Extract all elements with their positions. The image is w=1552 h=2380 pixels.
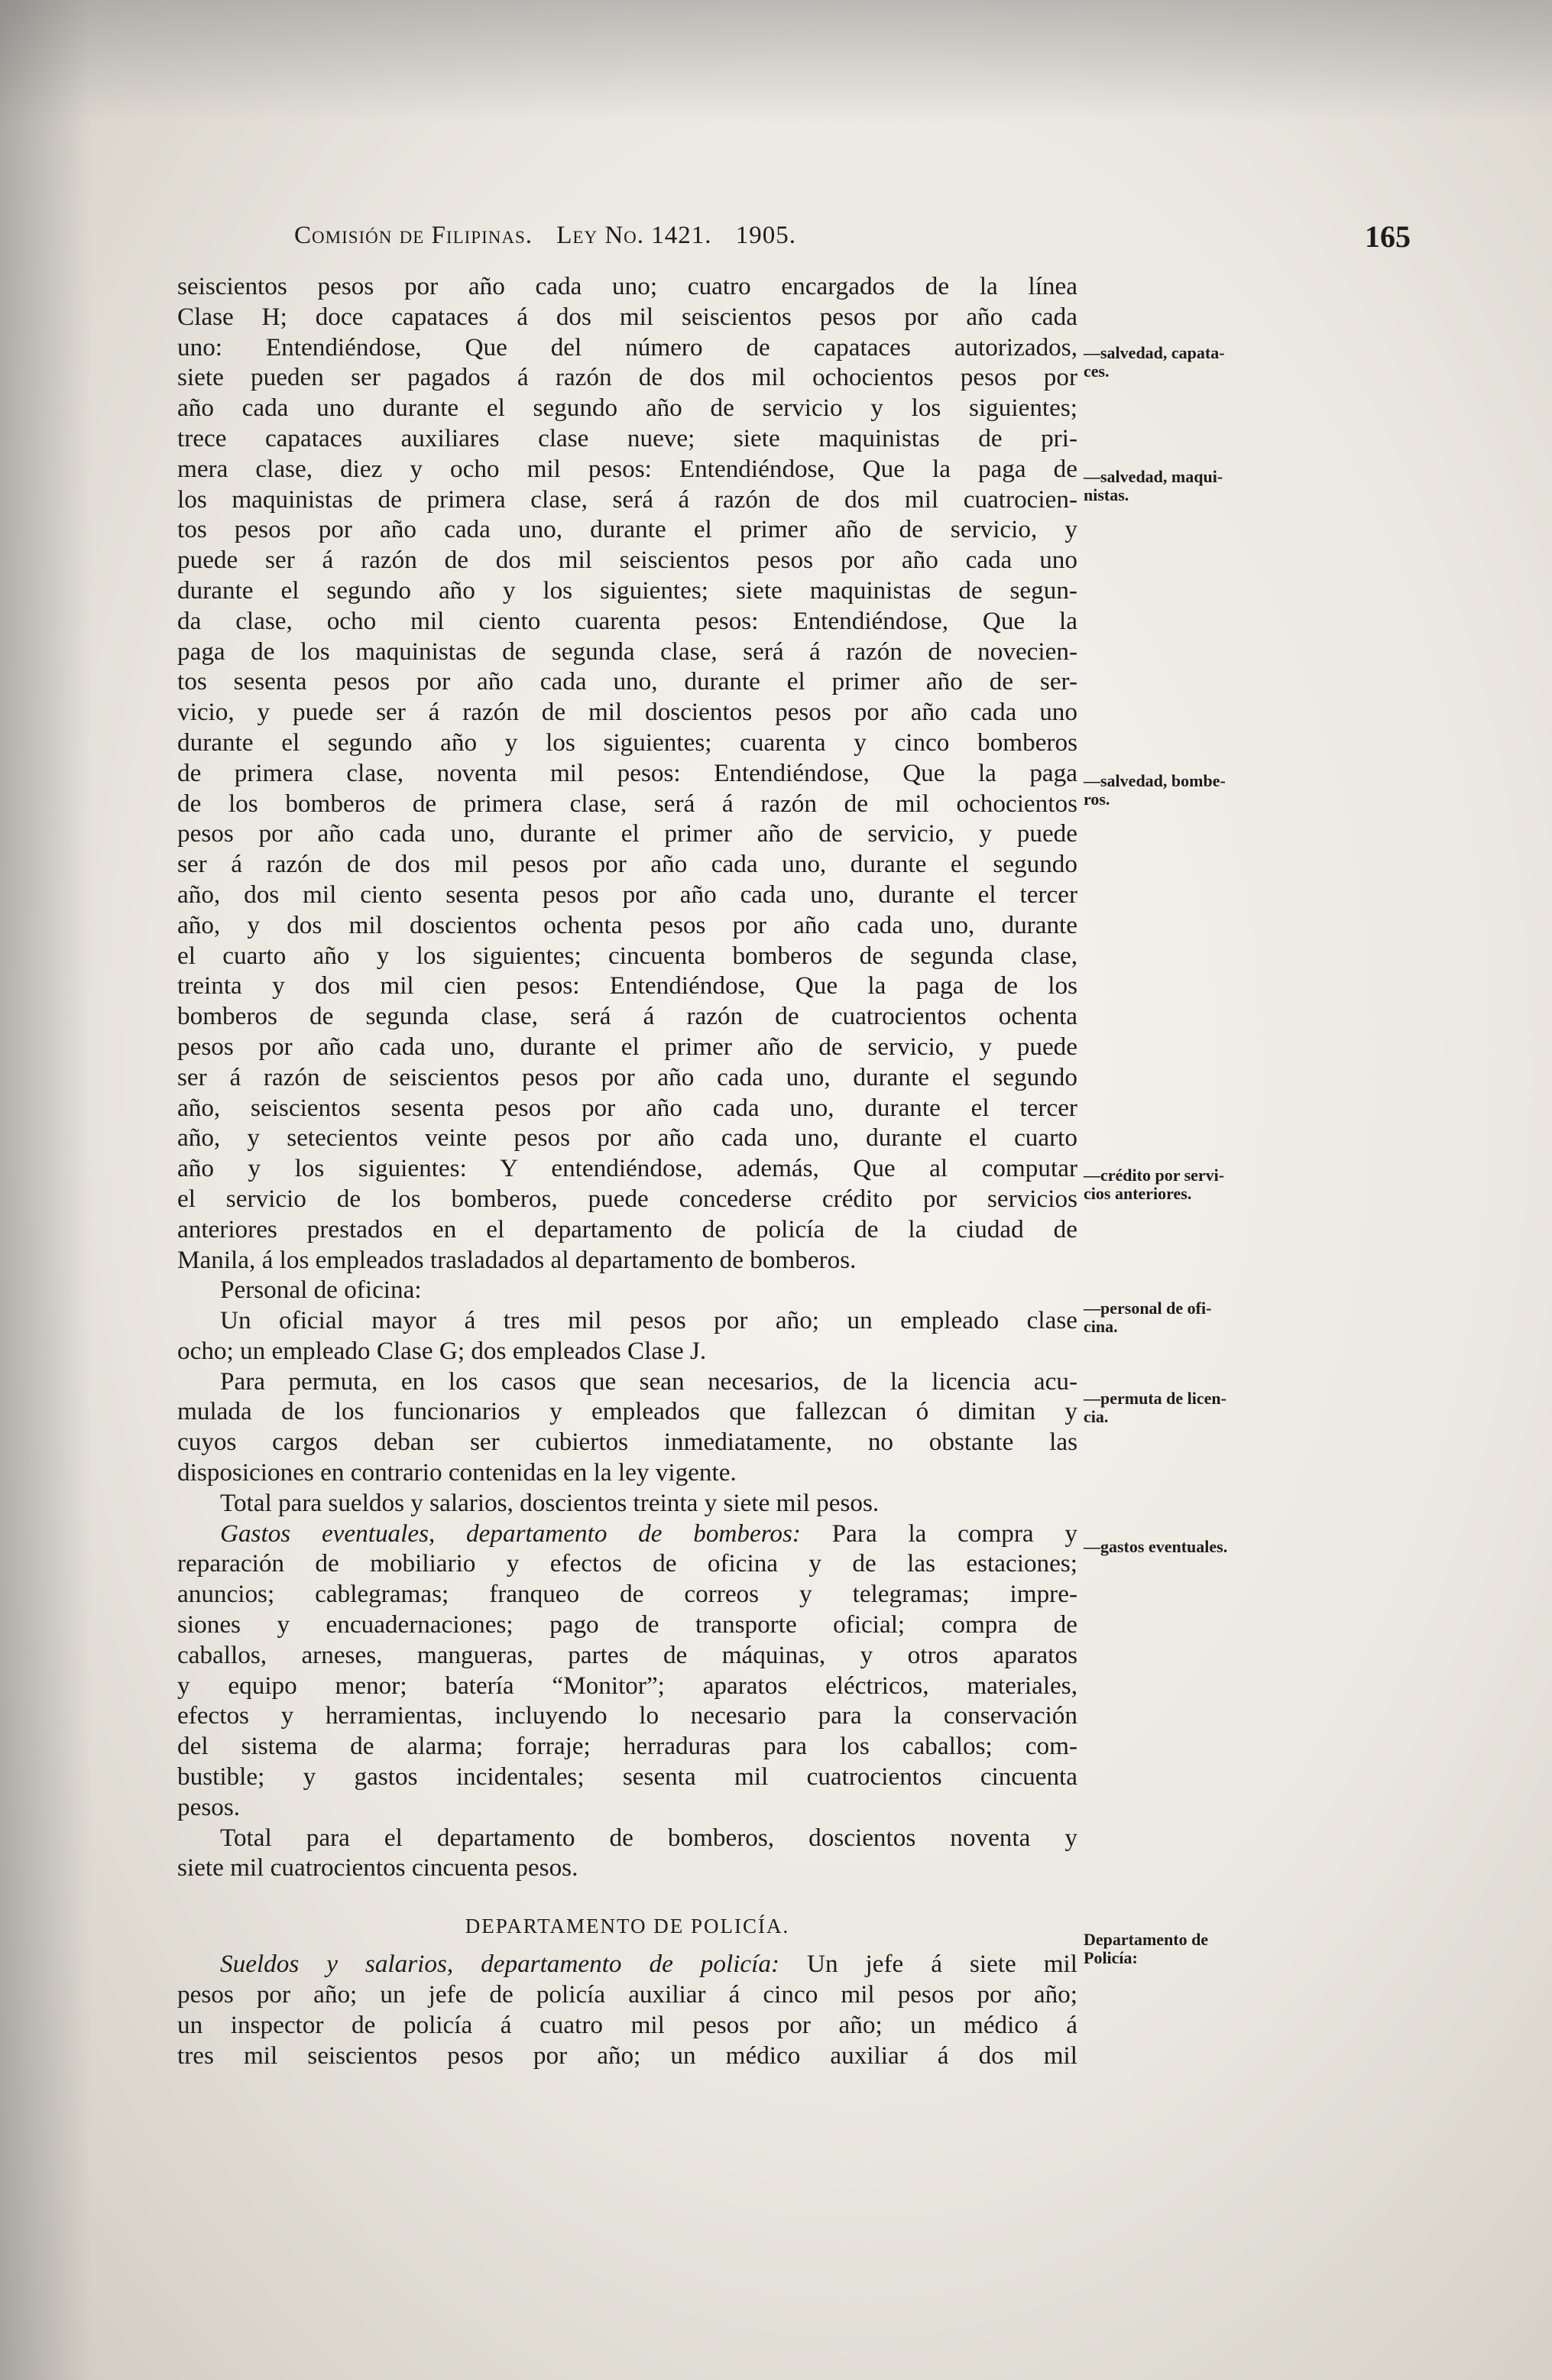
- text-line: de primera clase, noventa mil pesos: Entendiéndose, Que la paga: [177, 758, 1077, 787]
- text-line: pesos por año cada uno, durante el primer año de servicio, y puede: [177, 819, 1077, 848]
- margin-note-line: ros.: [1084, 790, 1110, 809]
- margin-note-line: cia.: [1084, 1407, 1109, 1426]
- text-line: trece capataces auxiliares clase nueve; siete maquinistas de pri-: [177, 423, 1077, 452]
- running-title-commission: Comisión de Filipinas.: [294, 222, 533, 249]
- text-line: año y los siguientes: Y entendiéndose, además, Que al computar: [177, 1154, 1077, 1183]
- gastos-lead-rest: Para la compra y: [831, 1519, 1077, 1548]
- text-line: mulada de los funcionarios y empleados que fallezcan ó dimitan y: [177, 1397, 1077, 1426]
- text-line: año, dos mil ciento sesenta pesos por año cada uno, durante el tercer: [177, 880, 1077, 909]
- text-line: uno: Entendiéndose, Que del número de capataces autorizados,: [177, 332, 1077, 362]
- margin-note-policia: [1084, 1931, 1313, 1967]
- text-line: siones y encuadernaciones; pago de transporte oficial; compra de: [177, 1610, 1077, 1639]
- text-line: año, seiscientos sesenta pesos por año cada uno, durante el tercer: [177, 1093, 1077, 1122]
- page-number: 165: [1365, 219, 1411, 254]
- text-line: pesos por año; un jefe de policía auxiliar á cinco mil pesos por año;: [177, 1980, 1077, 2009]
- margin-note-bomberos: [1084, 772, 1313, 809]
- margin-note-credito: [1084, 1166, 1313, 1203]
- margin-note-line: —salvedad, bombe-: [1084, 771, 1226, 790]
- text-line: el servicio de los bomberos, puede concederse crédito por servicios: [177, 1184, 1077, 1213]
- scan-shadow-top: [0, 0, 1552, 122]
- policia-lead-rest: Un jefe á siete mil: [807, 1950, 1077, 1979]
- text-line: ser á razón de seiscientos pesos por año cada uno, durante el segundo: [177, 1062, 1077, 1091]
- section-heading-policia: DEPARTAMENTO DE POLICÍA.: [465, 1915, 790, 1938]
- text-line: Clase H; doce capataces á dos mil seiscientos pesos por año cada: [177, 302, 1077, 331]
- text-line: anteriores prestados en el departamento de policía de la ciudad de: [177, 1214, 1077, 1244]
- text-line: año, y setecientos veinte pesos por año cada uno, durante el cuarto: [177, 1124, 1077, 1153]
- margin-note-line: —gastos eventuales.: [1084, 1537, 1228, 1556]
- text-line: tos pesos por año cada uno, durante el primer año de servicio, y: [177, 515, 1077, 544]
- text-line: anuncios; cablegramas; franqueo de correos y telegramas; impre-: [177, 1580, 1077, 1609]
- running-title-law: Ley No. 1421.: [556, 222, 712, 249]
- margin-note-line: —salvedad, maqui-: [1084, 467, 1223, 486]
- text-line: treinta y dos mil cien pesos: Entendiéndose, Que la paga de los: [177, 971, 1077, 1000]
- text-line: de los bomberos de primera clase, será á razón de mil ochocientos: [177, 789, 1077, 818]
- text-line: pesos.: [177, 1792, 241, 1821]
- text-line: tres mil seiscientos pesos por año; un médico auxiliar á dos mil: [177, 2041, 1077, 2070]
- text-line: seiscientos pesos por año cada uno; cuatro encargados de la línea: [177, 272, 1077, 300]
- text-line: ser á razón de dos mil pesos por año cada uno, durante el segundo: [177, 850, 1077, 879]
- text-line: ocho; un empleado Clase G; dos empleados Clase J.: [177, 1336, 707, 1365]
- text-line: pesos por año cada uno, durante el primer año de servicio, y puede: [177, 1032, 1077, 1061]
- text-line: bomberos de segunda clase, será á razón de cuatrocientos ochenta: [177, 1002, 1077, 1031]
- margin-note-line: —salvedad, capata-: [1084, 343, 1225, 362]
- margin-note-line: cios anteriores.: [1084, 1184, 1192, 1203]
- running-title-year: 1905.: [735, 222, 797, 249]
- text-line: siete mil cuatrocientos cincuenta pesos.: [177, 1853, 578, 1882]
- margin-note-line: ces.: [1084, 362, 1110, 381]
- text-line: tos sesenta pesos por año cada uno, durante el primer año de ser-: [177, 667, 1077, 696]
- text-line: durante el segundo año y los siguientes; cuarenta y cinco bomberos: [177, 728, 1077, 757]
- text-line: da clase, ocho mil ciento cuarenta pesos: Entendiéndose, Que la: [177, 606, 1077, 635]
- text-line: efectos y herramientas, incluyendo lo necesario para la conservación: [177, 1701, 1077, 1730]
- margin-note-gastos: [1084, 1538, 1313, 1556]
- text-line: puede ser á razón de dos mil seiscientos pesos por año cada uno: [177, 546, 1077, 575]
- text-line: año cada uno durante el segundo año de servicio y los siguientes;: [177, 394, 1077, 423]
- text-line: paga de los maquinistas de segunda clase, será á razón de novecien-: [177, 637, 1077, 666]
- text-line: Un oficial mayor á tres mil pesos por año; un empleado clase: [220, 1306, 1077, 1335]
- total-salaries-line: Total para sueldos y salarios, doscientos treinta y siete mil pesos.: [220, 1488, 880, 1517]
- text-line: los maquinistas de primera clase, será á razón de dos mil cuatrocien-: [177, 485, 1077, 514]
- text-line: siete pueden ser pagados á razón de dos mil ochocientos pesos por: [177, 363, 1077, 392]
- text-line: Manila, á los empleados trasladados al departamento de bomberos.: [177, 1245, 857, 1274]
- text-line: año, y dos mil doscientos ochenta pesos por año cada uno, durante: [177, 910, 1077, 939]
- text-line: del sistema de alarma; forraje; herraduras para los caballos; com-: [177, 1732, 1077, 1761]
- text-line: caballos, arneses, mangueras, partes de máquinas, y otros aparatos: [177, 1640, 1077, 1669]
- margin-note-line: —crédito por servi-: [1084, 1166, 1225, 1185]
- margin-note-capataces: [1084, 344, 1313, 381]
- text-line: Para permuta, en los casos que sean necesarios, de la licencia acu-: [220, 1367, 1077, 1396]
- text-line: cuyos cargos deban ser cubiertos inmediatamente, no obstante las: [177, 1428, 1077, 1457]
- text-line: disposiciones en contrario contenidas en la ley vigente.: [177, 1458, 737, 1487]
- margin-note-line: —permuta de licen-: [1084, 1389, 1226, 1408]
- text-line: bustible; y gastos incidentales; sesenta mil cuatrocientos cincuenta: [177, 1762, 1077, 1791]
- text-line: y equipo menor; batería “Monitor”; aparatos eléctricos, materiales,: [177, 1671, 1077, 1700]
- text-line: durante el segundo año y los siguientes; siete maquinistas de segun-: [177, 576, 1077, 605]
- margin-note-line: cina.: [1084, 1317, 1118, 1336]
- margin-note-maquinistas: [1084, 468, 1313, 504]
- scan-shadow-left: [0, 0, 92, 2380]
- page-header: [0, 219, 1552, 268]
- text-line: [177, 1949, 1077, 1980]
- text-line: Total para el departamento de bomberos, doscientos noventa y: [220, 1823, 1077, 1852]
- subheading-personal: Personal de oficina:: [220, 1276, 422, 1305]
- margin-note-line: Policía:: [1084, 1948, 1138, 1967]
- text-line: [177, 1519, 1077, 1549]
- text-line: reparación de mobiliario y efectos de oficina y de las estaciones;: [177, 1549, 1077, 1578]
- text-line: el cuarto año y los siguientes; cincuenta bomberos de segunda clase,: [177, 941, 1077, 970]
- margin-note-personal: [1084, 1299, 1313, 1336]
- margin-note-permuta: [1084, 1389, 1313, 1426]
- margin-note-line: —personal de ofi-: [1084, 1299, 1212, 1318]
- margin-note-line: Departamento de: [1084, 1930, 1209, 1949]
- running-title: [294, 222, 796, 250]
- gastos-lead: Gastos eventuales, departamento de bomberos:: [220, 1519, 801, 1548]
- text-line: vicio, y puede ser á razón de mil doscientos pesos por año cada uno: [177, 698, 1077, 727]
- main-text-column: [177, 271, 1077, 2070]
- text-line: un inspector de policía á cuatro mil pesos por año; un médico á: [177, 2010, 1077, 2039]
- policia-lead: Sueldos y salarios, departamento de policía:: [220, 1950, 780, 1979]
- margin-note-line: nistas.: [1084, 485, 1129, 504]
- text-line: mera clase, diez y ocho mil pesos: Entendiéndose, Que la paga de: [177, 454, 1077, 483]
